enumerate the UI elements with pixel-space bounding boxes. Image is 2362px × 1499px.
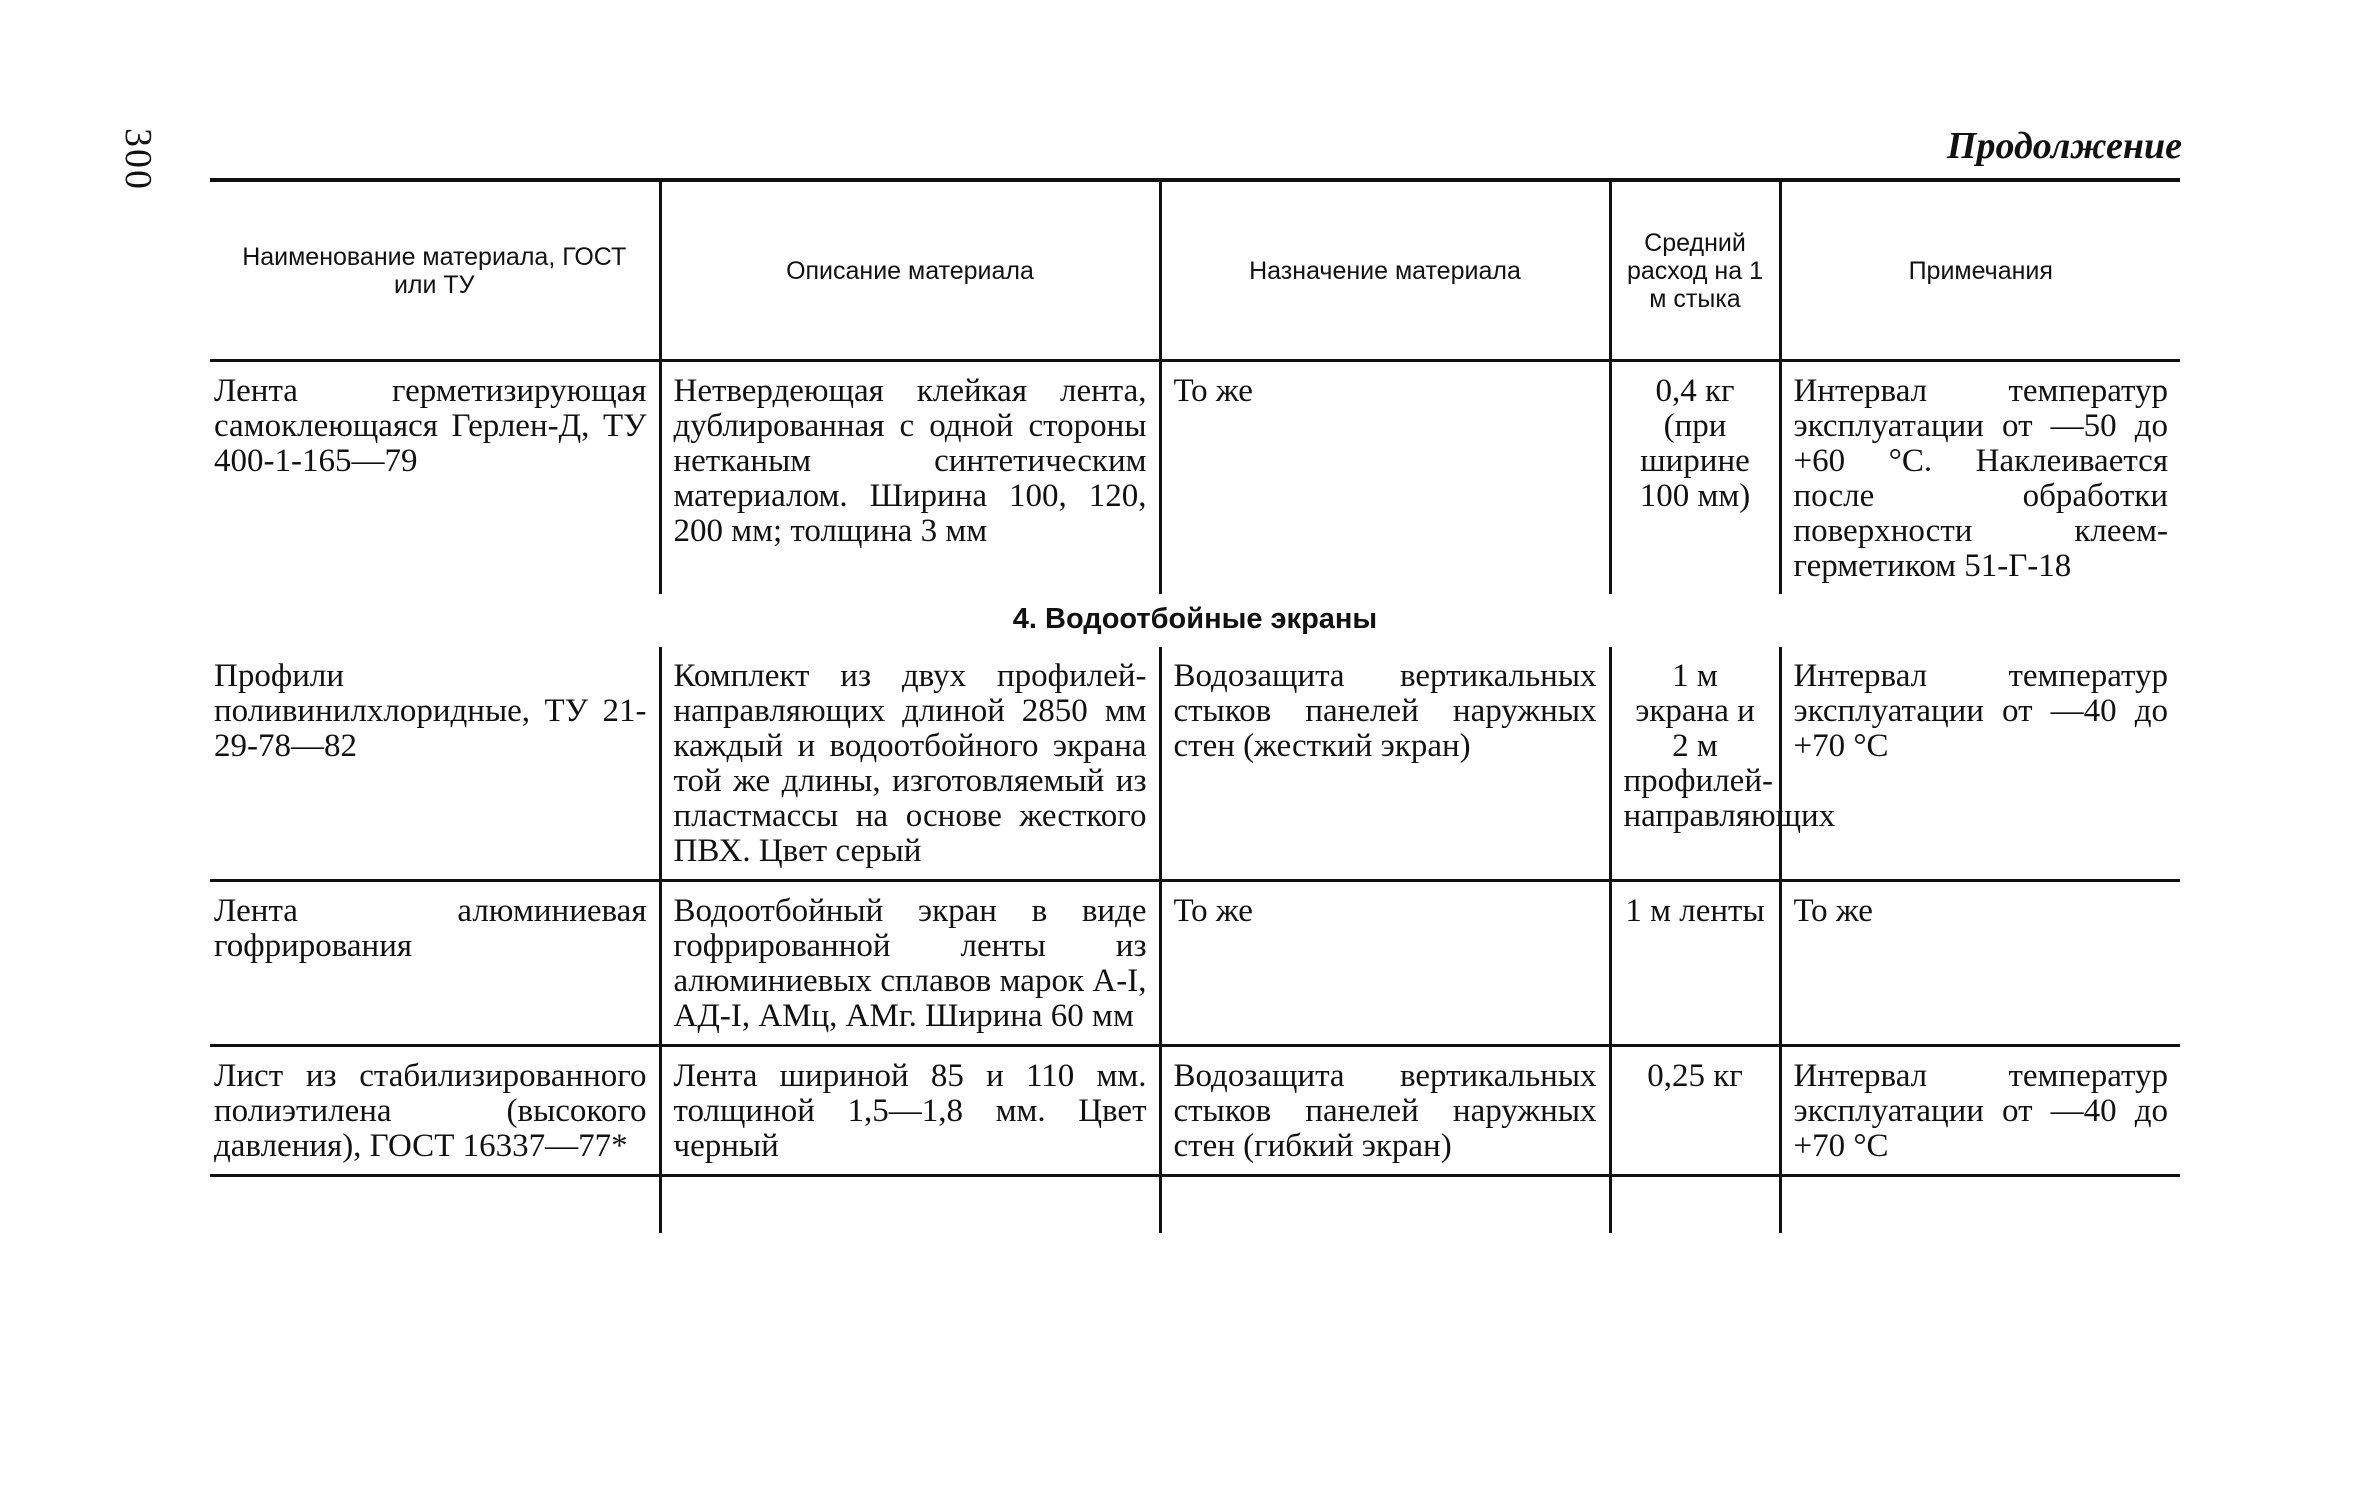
materials-table (210, 178, 2180, 1233)
cell-material-description: Комплект из двух профилей-направляющих длиной 2850 мм каждый и водоотбойного экрана той же длины, изготовляемый из пластмассы на основе жесткого ПВХ. Цвет серый (660, 647, 1160, 881)
header-notes: Примечания (1780, 180, 2180, 361)
cell-material-purpose: Водозащита вертикальных стыков панелей наружных стен (гибкий экран) (1160, 1046, 1610, 1176)
table-header-row (210, 180, 2180, 361)
cell-material-purpose: То же (1160, 881, 1610, 1046)
section-heading-row (210, 594, 2180, 647)
cell-material-description: Лента шириной 85 и 110 мм. толщиной 1,5—1,8 мм. Цвет черный (660, 1046, 1160, 1176)
empty-cell (1780, 1176, 2180, 1234)
cell-material-name: Лента герметизирующая самоклеющаяся Герлен-Д, ТУ 400-1-165—79 (210, 361, 660, 595)
cell-material-name: Лист из стабилизированного полиэтилена (высокого давления), ГОСТ 16337—77* (210, 1046, 660, 1176)
cell-notes: То же (1780, 881, 2180, 1046)
cell-notes: Интервал температур эксплуатации от —50 до +60 °С. Наклеивается после обработки поверхности клеем-герметиком 51-Г-18 (1780, 361, 2180, 595)
cell-material-description: Нетвердеющая клейкая лента, дублированная с одной стороны нетканым синтетическим материалом. Ширина 100, 120, 200 мм; толщина 3 мм (660, 361, 1160, 595)
cell-average-consumption: 1 м ленты (1610, 881, 1780, 1046)
materials-table-container (210, 178, 2180, 1233)
cell-average-consumption: 0,4 кг (при ширине 100 мм) (1610, 361, 1780, 595)
header-material-name: Наименование материала, ГОСТ или ТУ (210, 180, 660, 361)
header-material-purpose: Назначение материала (1160, 180, 1610, 361)
continuation-label: Продолжение (1946, 125, 2182, 167)
empty-cell (660, 1176, 1160, 1234)
section-heading: 4. Водоотбойные экраны (1012, 603, 1378, 635)
cell-material-description: Водоотбойный экран в виде гофрированной ленты из алюминиевых сплавов марок А-I, АД-I, АМц, АМг. Ширина 60 мм (660, 881, 1160, 1046)
cell-average-consumption: 1 м экрана и 2 м профилей-направляющих (1610, 647, 1780, 881)
table-row (210, 361, 2180, 595)
table-row (210, 881, 2180, 1046)
cell-material-name: Лента алюминиевая гофрирования (210, 881, 660, 1046)
cell-notes: Интервал температур эксплуатации от —40 до +70 °С (1780, 1046, 2180, 1176)
cell-average-consumption: 0,25 кг (1610, 1046, 1780, 1176)
cell-material-name: Профили поливинилхлоридные, ТУ 21-29-78—82 (210, 647, 660, 881)
header-average-consumption: Средний расход на 1 м стыка (1610, 180, 1780, 361)
table-row (210, 647, 2180, 881)
empty-cell (210, 1176, 660, 1234)
cell-material-purpose: То же (1160, 361, 1610, 595)
cell-notes: Интервал температур эксплуатации от —40 до +70 °С (1780, 647, 2180, 881)
table-row (210, 1046, 2180, 1176)
cell-material-purpose: Водозащита вертикальных стыков панелей наружных стен (жесткий экран) (1160, 647, 1610, 881)
page-number: 300 (117, 128, 159, 191)
empty-cell (1610, 1176, 1780, 1234)
header-material-description: Описание материала (660, 180, 1160, 361)
empty-cell (1160, 1176, 1610, 1234)
table-continuation-row (210, 1176, 2180, 1234)
